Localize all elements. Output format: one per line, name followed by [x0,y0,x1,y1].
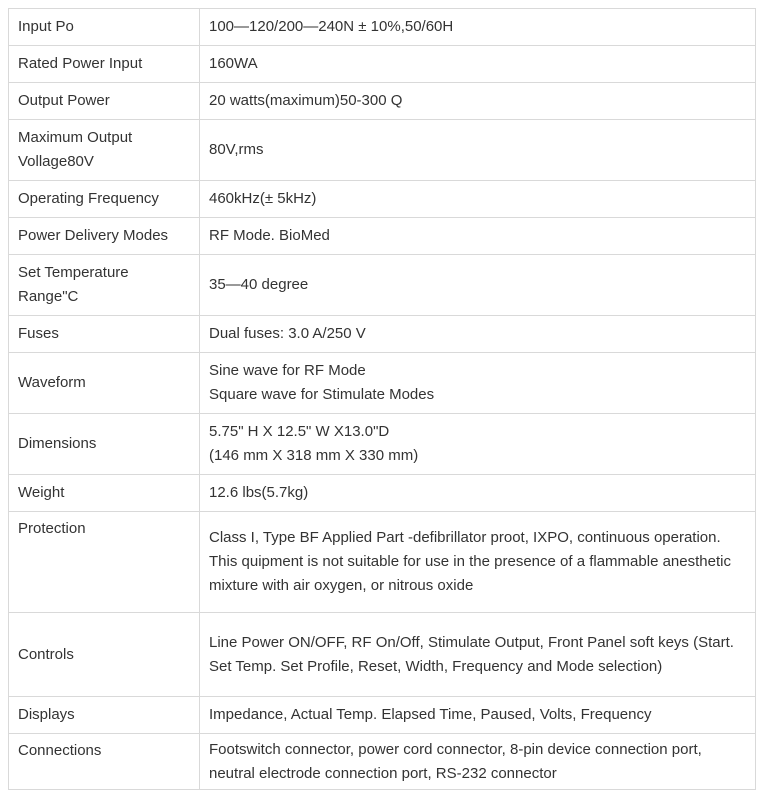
spec-label: Rated Power Input [9,46,200,83]
spec-value: 460kHz(± 5kHz) [200,181,756,218]
spec-value: 35—40 degree [200,255,756,316]
spec-value: 80V,rms [200,120,756,181]
spec-value: Impedance, Actual Temp. Elapsed Time, Paused, Volts, Frequency [200,697,756,734]
table-row [9,475,756,512]
spec-value: 12.6 lbs(5.7kg) [200,475,756,512]
spec-label: Dimensions [9,414,200,475]
spec-label: Input Po [9,9,200,46]
spec-value: Sine wave for RF Mode Square wave for Stimulate Modes [200,353,756,414]
spec-label: Power Delivery Modes [9,218,200,255]
spec-value: 20 watts(maximum)50-300 Q [200,83,756,120]
table-row [9,316,756,353]
spec-value: 5.75" H X 12.5" W X13.0"D (146 mm X 318 mm X 330 mm) [200,414,756,475]
spec-label: Displays [9,697,200,734]
spec-value: Footswitch connector, power cord connector, 8-pin device connection port, neutral electrode connection port, RS-232 connector [200,734,756,790]
table-row [9,697,756,734]
spec-value: Line Power ON/OFF, RF On/Off, Stimulate Output, Front Panel soft keys (Start. Set Temp. Set Profile, Reset, Width, Frequency and Mode selection) [200,613,756,697]
spec-label: Waveform [9,353,200,414]
spec-label: Controls [9,613,200,697]
spec-value: 100—120/200—240N ± 10%,50/60H [200,9,756,46]
table-row [9,181,756,218]
table-row [9,512,756,613]
spec-label: Output Power [9,83,200,120]
spec-value: Class I, Type BF Applied Part -defibrillator proot, IXPO, continuous operation. This quipment is not suitable for use in the presence of a flammable anesthetic mixture with air oxygen, or nitrous oxide [200,512,756,613]
spec-label: Protection [9,512,200,613]
spec-label: Connections [9,734,200,790]
spec-value: Dual fuses: 3.0 A/250 V [200,316,756,353]
table-row [9,46,756,83]
table-row [9,255,756,316]
table-row [9,120,756,181]
table-row [9,83,756,120]
spec-value: RF Mode. BioMed [200,218,756,255]
table-row [9,414,756,475]
spec-value: 160WA [200,46,756,83]
table-row [9,734,756,790]
spec-label: Maximum Output Vollage80V [9,120,200,181]
table-row [9,9,756,46]
spec-label: Fuses [9,316,200,353]
table-row [9,353,756,414]
spec-label: Operating Frequency [9,181,200,218]
spec-label: Set Temperature Range"C [9,255,200,316]
table-row [9,218,756,255]
spec-table [8,8,756,790]
spec-label: Weight [9,475,200,512]
table-row [9,613,756,697]
